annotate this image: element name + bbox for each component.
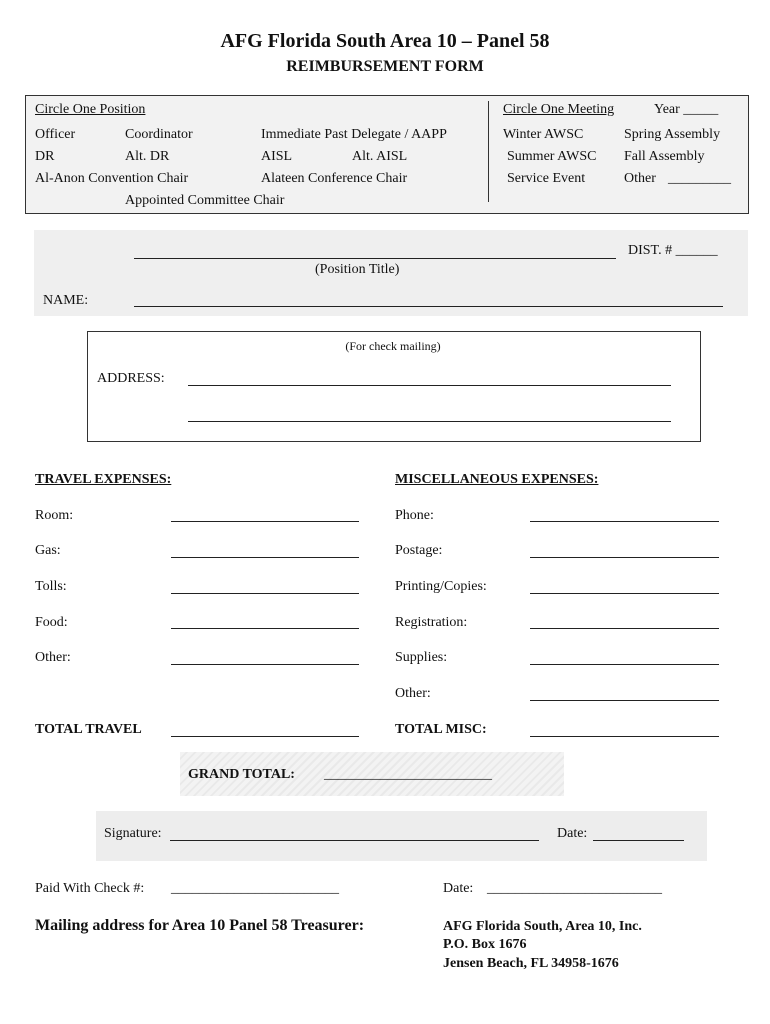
- travel-gas-label: Gas:: [35, 543, 61, 558]
- position-option-aisl[interactable]: AISL: [261, 149, 293, 164]
- signature-label: Signature:: [104, 826, 162, 841]
- meeting-option-winter-awsc[interactable]: Winter AWSC: [503, 127, 584, 142]
- position-option-alateen-chair[interactable]: Alateen Conference Chair: [261, 171, 408, 186]
- travel-food-field[interactable]: [171, 628, 359, 629]
- dist-field[interactable]: DIST. # ______: [628, 243, 718, 258]
- address-caption: (For check mailing): [345, 339, 441, 353]
- position-title-caption: (Position Title): [315, 262, 400, 277]
- travel-food-label: Food:: [35, 615, 68, 630]
- misc-other-field[interactable]: [530, 700, 719, 701]
- mailing-address-line-2: P.O. Box 1676: [443, 937, 527, 952]
- position-option-convention-chair[interactable]: Al-Anon Convention Chair: [35, 171, 189, 186]
- meeting-other-field[interactable]: _________: [668, 171, 731, 186]
- position-option-coordinator[interactable]: Coordinator: [125, 127, 193, 142]
- year-field[interactable]: Year _____: [654, 102, 719, 117]
- position-option-officer[interactable]: Officer: [35, 127, 76, 142]
- address-label: ADDRESS:: [97, 371, 165, 386]
- misc-postage-field[interactable]: [530, 557, 719, 558]
- name-label: NAME:: [43, 293, 89, 308]
- mailing-address-line-3: Jensen Beach, FL 34958-1676: [443, 956, 619, 971]
- travel-room-field[interactable]: [171, 521, 359, 522]
- misc-phone-field[interactable]: [530, 521, 719, 522]
- total-misc-label: TOTAL MISC:: [395, 722, 487, 737]
- misc-other-label: Other:: [395, 686, 431, 701]
- name-field[interactable]: [134, 306, 723, 307]
- position-title-field[interactable]: [134, 258, 616, 259]
- meeting-option-spring-assembly[interactable]: Spring Assembly: [624, 127, 721, 142]
- signature-field[interactable]: [170, 840, 539, 841]
- travel-gas-field[interactable]: [171, 557, 359, 558]
- total-travel-label: TOTAL TRAVEL: [35, 722, 142, 737]
- travel-room-label: Room:: [35, 508, 74, 523]
- misc-printing-label: Printing/Copies:: [395, 579, 487, 594]
- misc-supplies-field[interactable]: [530, 664, 719, 665]
- position-option-alt-aisl[interactable]: Alt. AISL: [352, 149, 408, 164]
- meeting-heading: Circle One Meeting: [503, 102, 615, 117]
- meeting-option-service-event[interactable]: Service Event: [507, 171, 586, 186]
- travel-tolls-field[interactable]: [171, 593, 359, 594]
- total-travel-field[interactable]: [171, 736, 359, 737]
- travel-tolls-label: Tolls:: [35, 579, 67, 594]
- form-title: AFG Florida South Area 10 – Panel 58: [220, 30, 550, 52]
- meeting-option-summer-awsc[interactable]: Summer AWSC: [507, 149, 597, 164]
- total-misc-field[interactable]: [530, 736, 719, 737]
- position-meeting-divider: [488, 101, 489, 202]
- position-heading: Circle One Position: [35, 102, 146, 117]
- paid-date-label: Date:: [443, 881, 474, 896]
- travel-other-label: Other:: [35, 650, 71, 665]
- misc-postage-label: Postage:: [395, 543, 443, 558]
- misc-printing-field[interactable]: [530, 593, 719, 594]
- position-option-dr[interactable]: DR: [35, 149, 55, 164]
- signature-band: [96, 811, 707, 861]
- grand-total-field[interactable]: ________________________: [324, 767, 492, 782]
- position-option-past-delegate[interactable]: Immediate Past Delegate / AAPP: [261, 127, 447, 142]
- misc-registration-label: Registration:: [395, 615, 468, 630]
- meeting-option-other[interactable]: Other: [624, 171, 656, 186]
- travel-other-field[interactable]: [171, 664, 359, 665]
- meeting-option-fall-assembly[interactable]: Fall Assembly: [624, 149, 705, 164]
- paid-date-field[interactable]: _________________________: [487, 881, 662, 896]
- mailing-address-line-1: AFG Florida South, Area 10, Inc.: [443, 919, 642, 934]
- misc-supplies-label: Supplies:: [395, 650, 448, 665]
- mailing-label: Mailing address for Area 10 Panel 58 Treasurer:: [35, 917, 365, 934]
- misc-registration-field[interactable]: [530, 628, 719, 629]
- position-option-appointed-chair[interactable]: Appointed Committee Chair: [125, 193, 285, 208]
- form-subtitle: REIMBURSEMENT FORM: [286, 58, 484, 75]
- signature-date-field[interactable]: [593, 840, 684, 841]
- misc-heading: MISCELLANEOUS EXPENSES:: [395, 472, 599, 487]
- misc-phone-label: Phone:: [395, 508, 434, 523]
- paid-check-field[interactable]: ________________________: [171, 881, 339, 896]
- grand-total-label: GRAND TOTAL:: [188, 767, 295, 782]
- paid-check-label: Paid With Check #:: [35, 881, 145, 896]
- address-line-2[interactable]: [188, 421, 671, 422]
- travel-heading: TRAVEL EXPENSES:: [35, 472, 172, 487]
- position-option-alt-dr[interactable]: Alt. DR: [125, 149, 170, 164]
- signature-date-label: Date:: [557, 826, 588, 841]
- address-line-1[interactable]: [188, 385, 671, 386]
